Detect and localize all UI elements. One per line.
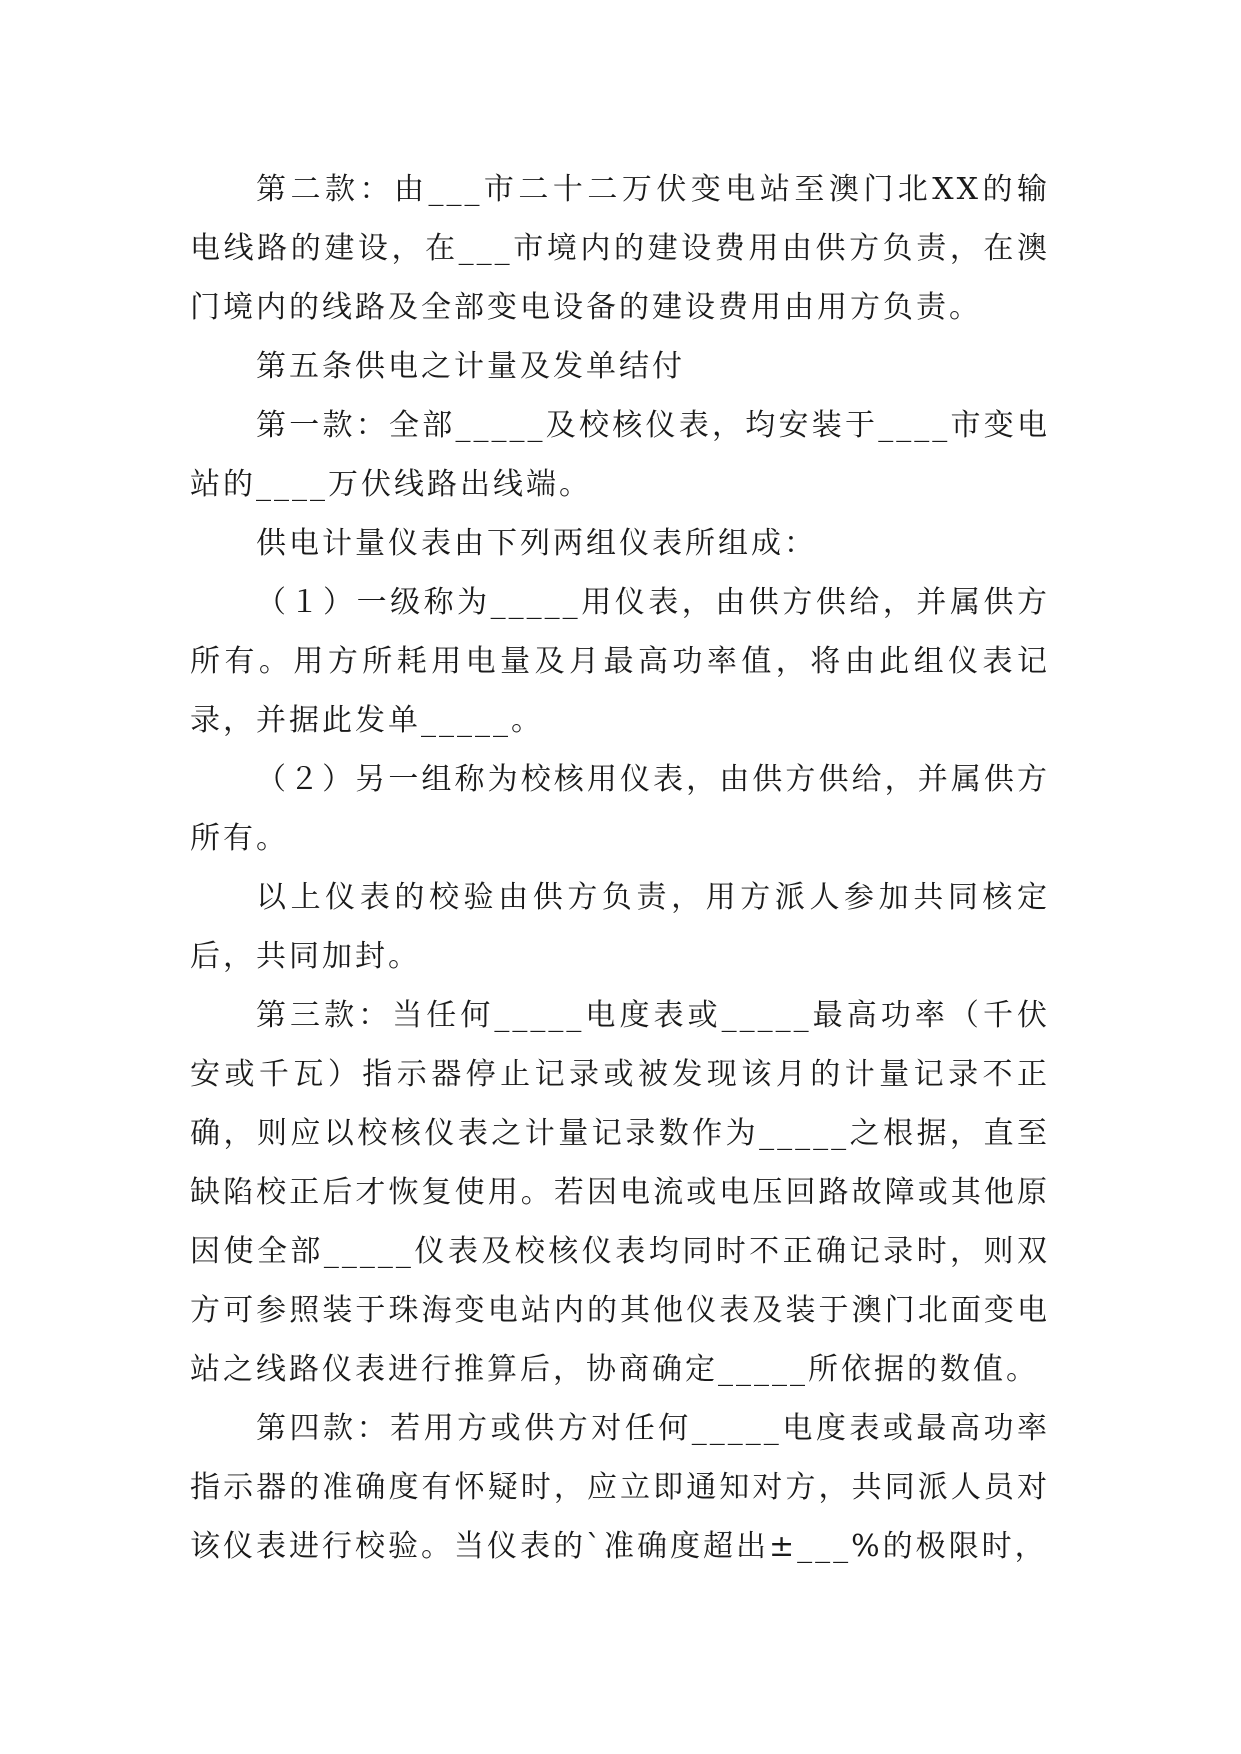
paragraph-item-1: （１）一级称为_____用仪表，由供方供给，并属供方所有。用方所耗用电量及月最高功率值，将由此组仪表记录，并据此发单_____。 <box>190 585 1050 738</box>
paragraph-meter-groups: 供电计量仪表由下列两组仪表所组成： <box>256 526 817 561</box>
paragraph-clause-4: 第四款：若用方或供方对任何_____电度表或最高功率指示器的准确度有怀疑时，应立即通知对方，共同派人员对该仪表进行校验。当仪表的`准确度超出±___%的极限时， <box>190 1411 1050 1564</box>
paragraph-clause-2: 第二款：由___市二十二万伏变电站至澳门北XX的输电线路的建设，在___市境内的建设费用由供方负责，在澳门境内的线路及全部变电设备的建设费用由用方负责。 <box>190 172 1050 325</box>
paragraph-calibration: 以上仪表的校验由供方负责，用方派人参加共同核定后，共同加封。 <box>190 880 1050 974</box>
paragraph-item-2: （２）另一组称为校核用仪表，由供方供给，并属供方所有。 <box>190 762 1050 856</box>
paragraph-clause-3: 第三款：当任何_____电度表或_____最高功率（千伏安或千瓦）指示器停止记录或被发现该月的计量记录不正确，则应以校核仪表之计量记录数作为_____之根据，直至缺陷校正后才恢复使用。若因电流或电压回路故障或其他原因使全部_____仪表及校核仪表均同时不正确记录时，则双方可参照装于珠海变电站内的其他仪表及装于澳门北面变电站之线路仪表进行推算后，协商确定_____所依据的数值。 <box>190 998 1050 1387</box>
paragraph-article-5-heading: 第五条供电之计量及发单结付 <box>256 349 685 384</box>
paragraph-clause-1: 第一款：全部_____及校核仪表，均安装于____市变电站的____万伏线路出线端。 <box>190 408 1050 502</box>
document-body <box>190 160 1050 1576</box>
